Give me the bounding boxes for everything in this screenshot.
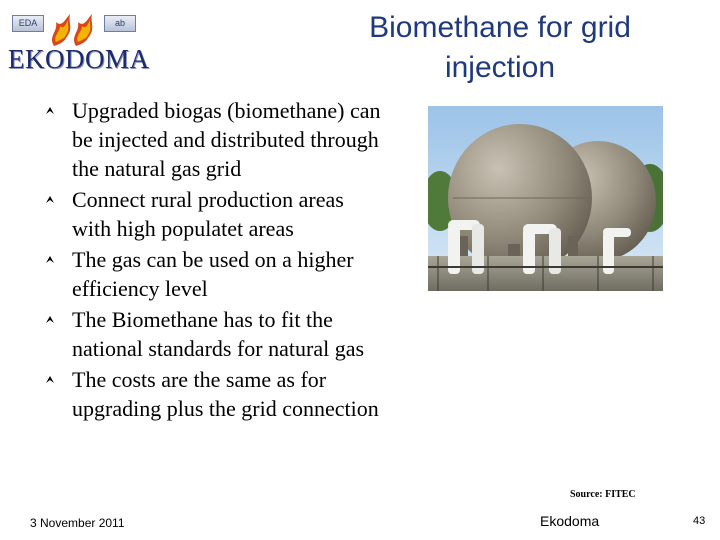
caret-marker-icon [44,373,56,385]
biomethane-plant-illustration [428,106,663,291]
slide-title: Biomethane for grid injection [369,11,631,84]
page-number: 43 [693,515,706,527]
bullet-item [44,96,384,183]
bullet-item [44,185,384,243]
footer-organization: Ekodoma [540,513,600,529]
bullet-text: The costs are the same as for upgrading plus the grid connection [72,367,379,421]
footer-date: 3 November 2011 [30,516,125,530]
bullet-text: Connect rural production areas with high populatet areas [72,187,344,241]
caret-marker-icon [44,253,56,265]
bullet-list [44,96,384,425]
logo-right-tag: ab [104,15,136,32]
photo-source-credit: Source: FITEC [570,489,636,500]
bullet-text: The gas can be used on a higher efficiency level [72,247,354,301]
bullet-item [44,245,384,303]
bullet-text: The Biomethane has to fit the national standards for natural gas [72,307,365,361]
logo-emblem [8,12,140,34]
caret-marker-icon [44,193,56,205]
logo-wordmark: EKODOMA [8,44,150,74]
logo-left-tag: EDA [12,15,44,32]
caret-marker-icon [44,313,56,325]
bullet-item [44,305,384,363]
flame-icon [44,12,102,48]
gas-storage-spheres-photo [428,106,663,291]
bullet-item [44,365,384,423]
caret-marker-icon [44,104,56,116]
ekodoma-logo [8,8,150,74]
bullet-text: Upgraded biogas (biomethane) can be injected and distributed through the natural gas grid [72,98,381,181]
